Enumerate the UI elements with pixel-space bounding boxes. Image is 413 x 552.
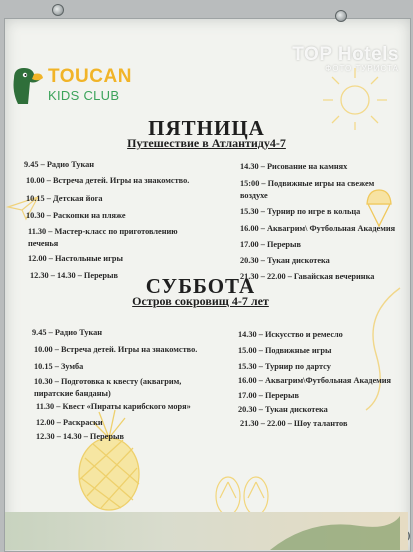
saturday-item: 16.00 – Аквагрим\Футбольная Академия [238,376,392,385]
toucan-icon [8,64,44,106]
bolt-icon [52,4,64,16]
friday-item: 10.00 – Встреча детей. Игры на знакомство. [26,176,190,185]
saturday-item: 10.00 – Встреча детей. Игры на знакомство. [34,345,198,354]
saturday-theme: Остров сокровищ 4-7 лет [132,294,269,308]
friday-item: 16.00 – Аквагрим\ Футбольная Академия [240,224,396,233]
saturday-item: 12.00 – Раскраски [36,418,103,427]
watermark-title: TOP Hotels [292,44,399,65]
saturday-item: 15.00 – Подвижные игры [238,346,332,355]
saturday-item: 10.30 – Подготовка к квесту (аквагрим, пиратские банданы) [34,377,182,398]
friday-item: 21.30 – 22.00 – Гавайская вечеринка [240,272,375,281]
friday-item: 10.15 – Детская йога [26,194,103,203]
watermark-subtitle: ФОТО ТУРИСТА [325,64,399,73]
logo-subtitle: KIDS CLUB [48,88,120,103]
friday-item: 10.30 – Раскопки на пляже [26,211,126,220]
friday-item: 12.00 – Настольные игры [28,254,123,263]
saturday-item: 20.30 – Тукан дискотека [238,405,328,414]
saturday-item: 15.30 – Турнир по дартсу [238,362,331,371]
toucan-kids-club-logo [8,64,138,108]
saturday-item: 9.45 – Радио Тукан [32,328,103,337]
friday-item: 15.30 – Турнир по игре в кольца [240,207,361,216]
friday-item: 11.30 – Мастер-класс по приготовлению печенья [28,227,178,248]
flip-flops-icon [208,474,278,516]
friday-item: 14.30 – Рисование на камнях [240,162,348,171]
friday-theme: Путешествие в Атлантиду4-7 [127,136,286,150]
saturday-item: 17.00 – Перерыв [238,391,299,400]
bolt-icon [335,10,347,22]
saturday-item: 11.30 – Квест «Пираты карибского моря» [36,402,191,411]
saturday-item: 12.30 – 14.30 – Перерыв [36,432,124,441]
friday-item: 20.30 – Тукан дискотека [240,256,330,265]
saturday-item: 21.30 – 22.00 – Шоу талантов [240,419,348,428]
saturday-title: СУББОТА [145,274,256,298]
saturday-item: 10.15 – Зумба [34,362,84,371]
friday-item: 9.45 – Радио Тукан [24,160,95,169]
logo-word: TOUCAN [48,66,132,87]
watermark [292,44,399,73]
friday-title: ПЯТНИЦА [148,116,265,140]
footer-leaf-icon [270,508,400,550]
friday-item: 15:00 – Подвижные игры на свежем воздухе [240,179,375,200]
friday-item: 12.30 – 14.30 – Перерыв [30,271,118,280]
saturday-item: 14.30 – Искусство и ремесло [238,330,343,339]
friday-item: 17.00 – Перерыв [240,240,301,249]
